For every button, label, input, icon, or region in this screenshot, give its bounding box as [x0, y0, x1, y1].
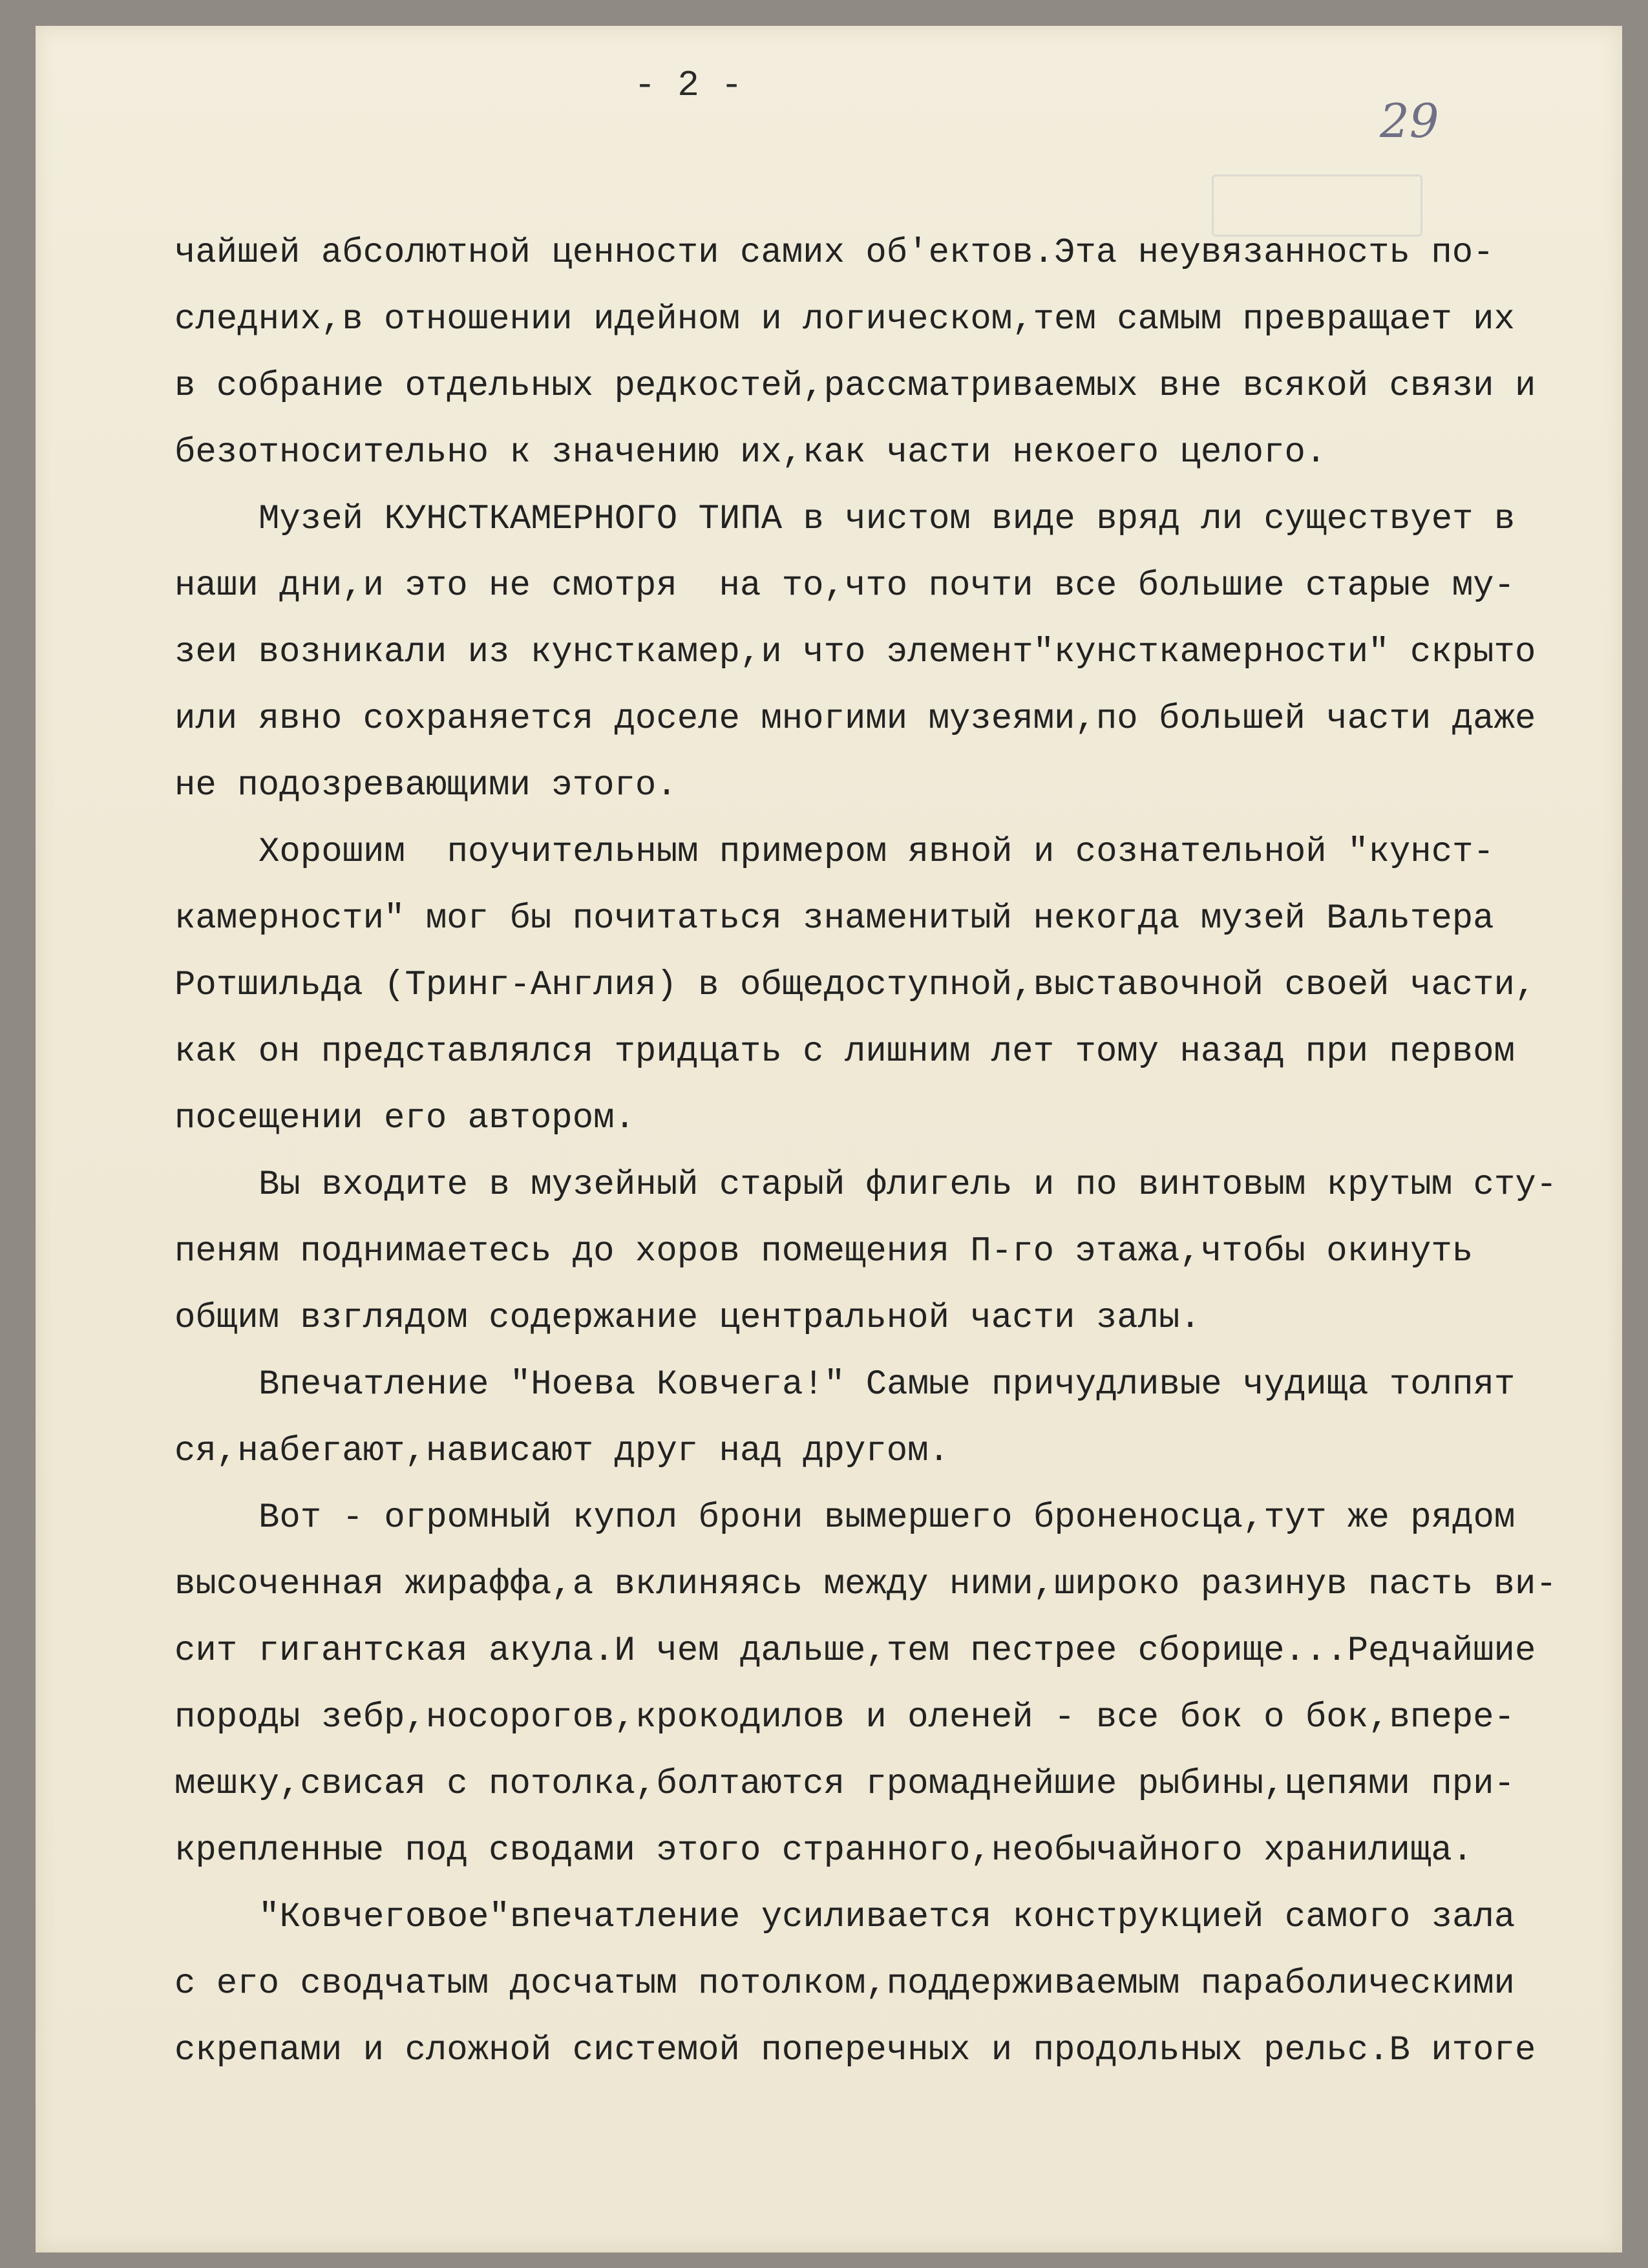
text-line: мешку,свисая с потолка,болтаются громаднейшие рыбины,цепями при- — [174, 1765, 1515, 1804]
text-line: с его сводчатым досчатым потолком,поддерживаемым параболическими — [174, 1964, 1515, 2004]
text-line: высоченная жираффа,а вклиняясь между ними,широко разинув пасть ви- — [174, 1565, 1557, 1604]
text-line: следних,в отношении идейном и логическом,тем самым превращает их — [174, 300, 1515, 339]
text-line: или явно сохраняется доселе многими музеями,по большей части даже — [174, 699, 1536, 739]
text-line: сит гигантская акула.И чем дальше,тем пестрее сборище...Редчайшие — [174, 1631, 1536, 1671]
text-line: скрепами и сложной системой поперечных и продольных рельс.В итоге — [174, 2031, 1536, 2070]
text-line: камерности" мог бы почитаться знаменитый некогда музей Вальтера — [174, 899, 1494, 938]
text-line: "Ковчеговое"впечатление усиливается конструкцией самого зала — [259, 1898, 1516, 1937]
document-page — [36, 26, 1622, 2252]
text-line: Ротшильда (Тринг-Англия) в общедоступной,выставочной своей части, — [174, 966, 1536, 1005]
text-line: посещении его автором. — [174, 1099, 635, 1138]
text-line: наши дни,и это не смотря на то,что почти все большие старые му- — [174, 566, 1515, 606]
text-line: Вы входите в музейный старый флигель и по винтовым крутым сту- — [259, 1165, 1558, 1205]
text-line: пеням поднимаетесь до хоров помещения П-го этажа,чтобы окинуть — [174, 1232, 1474, 1271]
text-line: общим взглядом содержание центральной части залы. — [174, 1298, 1201, 1338]
text-line: ся,набегают,нависают друг над другом. — [174, 1432, 949, 1471]
text-line: безотносительно к значению их,как части некоего целого. — [174, 433, 1327, 472]
page-number: - 2 - — [633, 65, 743, 106]
text-line: в собрание отдельных редкостей,рассматриваемых вне всякой связи и — [174, 366, 1536, 406]
text-line: Хорошим поучительным примером явной и сознательной "кунст- — [259, 832, 1494, 872]
text-line: породы зебр,носорогов,крокодилов и оленей - все бок о бок,впере- — [174, 1698, 1515, 1737]
text-line: не подозревающими этого. — [174, 766, 677, 805]
text-line: Впечатление "Ноева Ковчега!" Самые причудливые чудища толпят — [259, 1365, 1516, 1404]
archive-folio-number: 29 — [1380, 94, 1439, 148]
text-line: крепленные под сводами этого странного,необычайного хранилища. — [174, 1831, 1474, 1871]
text-line: чайшей абсолютной ценности самих об'ектов.Эта неувязанность по- — [174, 233, 1494, 273]
text-line: зеи возникали из кунсткамер,и что элемент"кунсткамерности" скрыто — [174, 633, 1536, 672]
typed-text-body — [174, 220, 1583, 2084]
text-line: как он представлялся тридцать с лишним лет тому назад при первом — [174, 1032, 1515, 1072]
text-line: Музей КУНСТКАМЕРНОГО ТИПА в чистом виде вряд ли существует в — [259, 500, 1516, 539]
text-line: Вот - огромный купол брони вымершего броненосца,тут же рядом — [259, 1498, 1516, 1538]
